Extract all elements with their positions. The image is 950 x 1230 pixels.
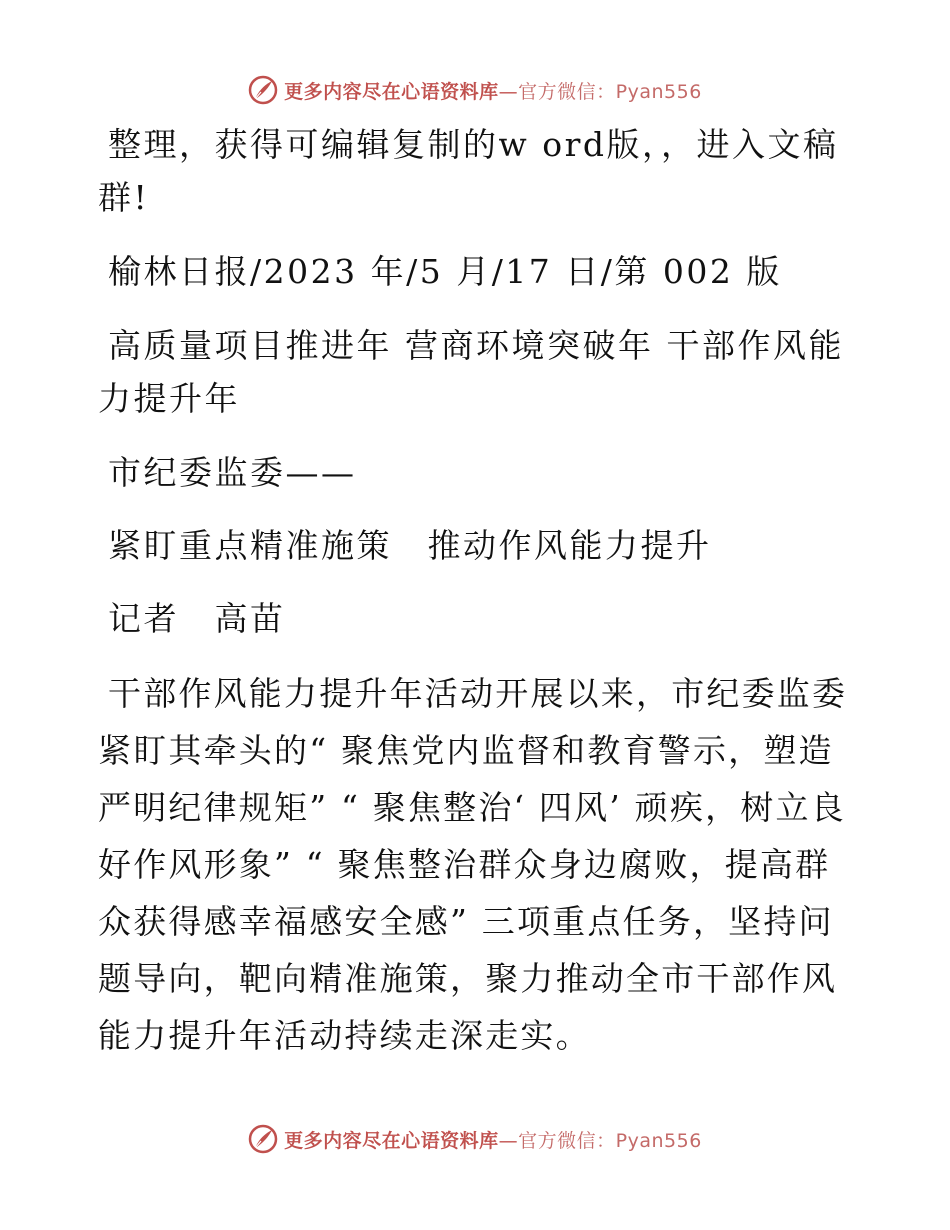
body-paragraph: 干部作风能力提升年活动开展以来，市纪委监委紧盯其牵头的“ 聚焦党内监督和教育警示，塑造严明纪律规矩” “ 聚焦整治‘ 四风’ 顽疾，树立良好作风形象” “ 聚焦整治群众身边腐败，提高群众获得感幸福感安全感” 三项重点任务，坚持问题导向，靶向精准施策，聚力推动全市干部作风能力提升年活动持续走深走实。 — [98, 674, 848, 1055]
header-banner — [0, 70, 950, 110]
banner-brand: 更多内容尽在心语资料库 — [284, 80, 499, 103]
banner-dash: — — [498, 80, 519, 103]
feather-pen-logo-icon — [248, 1124, 278, 1154]
section-heading: 高质量项目推进年 营商环境突破年 干部作风能力提升年 — [98, 326, 844, 418]
banner-brand: 更多内容尽在心语资料库 — [284, 1129, 499, 1152]
org-name: 市纪委监委—— — [108, 453, 357, 492]
footer-banner — [0, 1119, 950, 1159]
document-body — [98, 118, 850, 1085]
banner-dash: — — [498, 1129, 519, 1152]
publication-line: 榆林日报/2023 年/5 月/17 日/第 002 版 — [108, 252, 782, 291]
intro-paragraph: 整理，获得可编辑复制的w ord版，，进入文稿群! — [98, 125, 839, 217]
article-title: 紧盯重点精准施策 推动作风能力提升 — [108, 526, 712, 565]
banner-wechat: 官方微信：Pyan556 — [518, 80, 702, 103]
banner-text — [284, 1126, 702, 1153]
banner-text — [284, 77, 702, 104]
byline: 记者 高苗 — [108, 599, 286, 638]
feather-pen-logo-icon — [248, 75, 278, 105]
banner-wechat: 官方微信：Pyan556 — [518, 1129, 702, 1152]
